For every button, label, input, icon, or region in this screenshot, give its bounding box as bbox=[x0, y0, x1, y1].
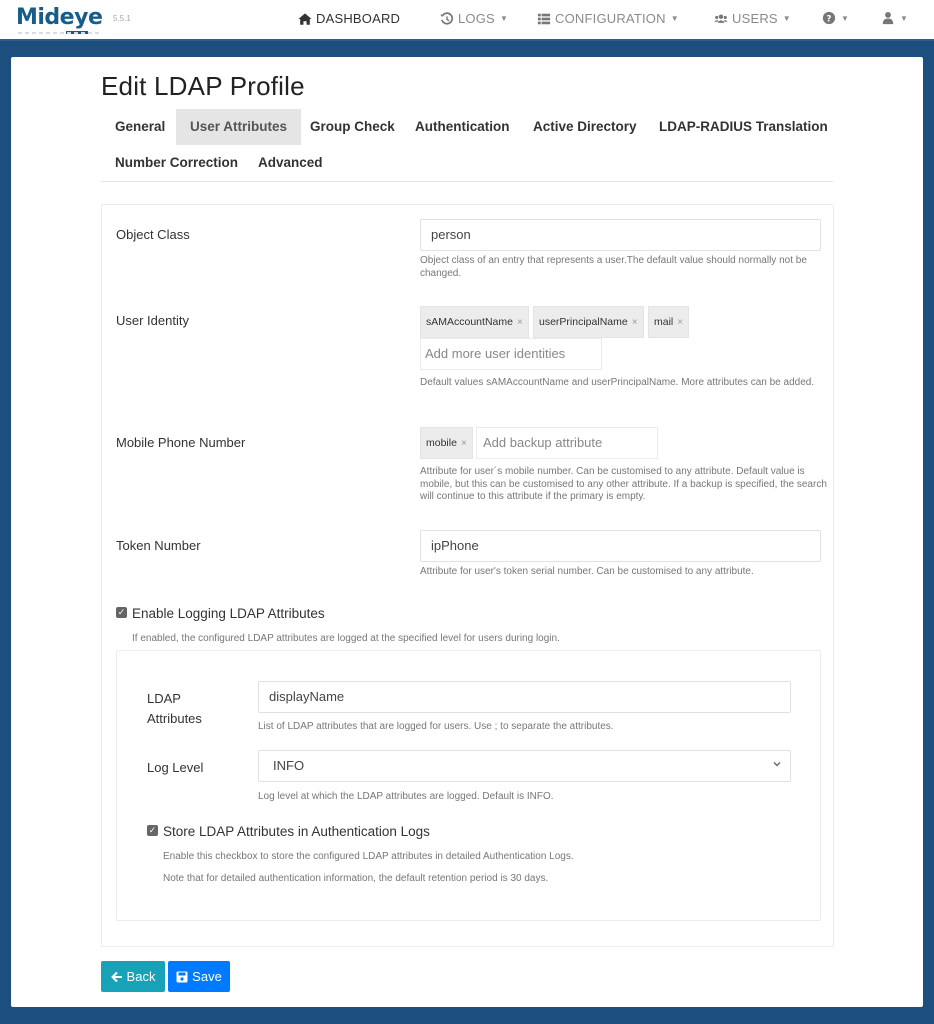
token-number-input[interactable]: ipPhone bbox=[420, 530, 821, 562]
brand-name: Mideye bbox=[16, 5, 103, 30]
user-identity-tag bbox=[648, 306, 689, 338]
tab-general[interactable]: General bbox=[115, 119, 166, 134]
enable-logging-label: Enable Logging LDAP Attributes bbox=[132, 606, 325, 621]
help-icon bbox=[822, 11, 836, 25]
svg-text:?: ? bbox=[826, 14, 832, 25]
back-button[interactable] bbox=[101, 961, 165, 992]
page-title: Edit LDAP Profile bbox=[101, 71, 305, 101]
tab-authentication[interactable]: Authentication bbox=[415, 119, 510, 134]
top-navbar bbox=[0, 0, 934, 41]
chevron-down-icon: ▼ bbox=[670, 14, 679, 23]
tag-label: mail bbox=[654, 316, 674, 328]
object-class-label: Object Class bbox=[116, 227, 190, 242]
nav-users[interactable] bbox=[714, 11, 791, 26]
user-identity-input[interactable]: Add more user identities bbox=[420, 338, 602, 370]
tag-label: sAMAccountName bbox=[426, 316, 513, 328]
nav-account[interactable] bbox=[881, 11, 908, 25]
chevron-down-icon: ▼ bbox=[782, 14, 791, 23]
list-icon bbox=[537, 12, 551, 26]
token-number-help: Attribute for user's token serial number. Can be customised to any attribute. bbox=[420, 566, 754, 577]
user-identity-help: Default values sAMAccountName and userPrincipalName. More attributes can be added. bbox=[420, 377, 815, 388]
log-level-value: INFO bbox=[273, 758, 305, 773]
enable-logging-help: If enabled, the configured LDAP attributes are logged at the specified level for users during login. bbox=[132, 633, 560, 644]
nav-logs-label: LOGS bbox=[458, 11, 495, 26]
remove-tag-icon[interactable]: × bbox=[677, 317, 684, 328]
store-ldap-attributes-help-1: Enable this checkbox to store the configured LDAP attributes in detailed Authentication Logs. bbox=[163, 851, 574, 862]
ldap-attributes-help: List of LDAP attributes that are logged for users. Use ; to separate the attributes. bbox=[258, 721, 614, 732]
mobile-phone-tag bbox=[420, 427, 473, 459]
logo-tagline bbox=[18, 32, 102, 34]
save-icon bbox=[176, 971, 188, 983]
arrow-left-icon bbox=[111, 971, 123, 983]
remove-tag-icon[interactable]: × bbox=[460, 438, 467, 449]
log-level-help: Log level at which the LDAP attributes are logged. Default is INFO. bbox=[258, 791, 554, 802]
user-identity-tag bbox=[420, 306, 529, 338]
tab-advanced[interactable]: Advanced bbox=[258, 155, 323, 170]
profile-tabs bbox=[101, 109, 833, 182]
tab-group-check[interactable]: Group Check bbox=[310, 119, 395, 134]
log-level-label: Log Level bbox=[147, 760, 204, 775]
brand-logo[interactable] bbox=[16, 4, 102, 36]
history-icon bbox=[440, 12, 454, 26]
back-button-label: Back bbox=[126, 969, 156, 984]
tag-label: mobile bbox=[426, 437, 457, 449]
store-ldap-attributes-help-2: Note that for detailed authentication information, the default retention period is 30 days. bbox=[163, 873, 549, 884]
chevron-down-icon: ▼ bbox=[900, 13, 909, 23]
user-attributes-form bbox=[101, 204, 834, 947]
user-icon bbox=[881, 11, 895, 25]
save-button-label: Save bbox=[192, 969, 222, 984]
chevron-down-icon bbox=[772, 759, 782, 769]
app-version: 5.5.1 bbox=[113, 14, 131, 23]
save-button[interactable] bbox=[168, 961, 230, 992]
token-number-label: Token Number bbox=[116, 538, 201, 553]
tab-active-directory[interactable]: Active Directory bbox=[533, 119, 637, 134]
chevron-down-icon: ▼ bbox=[499, 14, 509, 23]
main-card bbox=[11, 57, 923, 1007]
remove-tag-icon[interactable]: × bbox=[516, 317, 523, 328]
tab-user-attributes[interactable]: User Attributes bbox=[176, 109, 301, 145]
nav-dashboard[interactable] bbox=[298, 11, 400, 26]
store-ldap-attributes-checkbox[interactable]: ✓ bbox=[148, 825, 157, 835]
remove-tag-icon[interactable]: × bbox=[631, 317, 638, 328]
nav-help[interactable] bbox=[822, 11, 849, 25]
ldap-attributes-label-line2: Attributes bbox=[147, 711, 202, 726]
nav-logs[interactable] bbox=[440, 11, 508, 26]
user-identity-tag bbox=[533, 306, 644, 338]
ldap-attributes-input[interactable]: displayName bbox=[258, 681, 791, 713]
mobile-backup-input[interactable]: Add backup attribute bbox=[476, 427, 658, 459]
tab-ldap-radius-translation[interactable]: LDAP-RADIUS Translation bbox=[659, 119, 828, 134]
mobile-phone-label: Mobile Phone Number bbox=[116, 435, 246, 450]
enable-logging-checkbox[interactable]: ✓ bbox=[117, 607, 126, 617]
users-icon bbox=[714, 12, 728, 26]
nav-dashboard-label: DASHBOARD bbox=[316, 11, 401, 26]
home-icon bbox=[298, 12, 312, 26]
log-level-select[interactable] bbox=[258, 750, 791, 782]
nav-configuration[interactable] bbox=[537, 11, 679, 26]
object-class-help: Object class of an entry that represents a user.The default value should normally not be changed. bbox=[420, 255, 807, 279]
chevron-down-icon: ▼ bbox=[841, 13, 850, 23]
logging-settings-panel bbox=[116, 650, 821, 921]
store-ldap-attributes-label: Store LDAP Attributes in Authentication Logs bbox=[163, 824, 430, 839]
ldap-attributes-label-line1: LDAP bbox=[147, 691, 181, 706]
nav-users-label: USERS bbox=[732, 11, 778, 26]
tag-label: userPrincipalName bbox=[539, 316, 628, 328]
mobile-phone-help: Attribute for user´s mobile number. Can be customised to any attribute. Default value is mobile, but this can be customised to any other attribute. If a backup is specified, the search will continue to this attribute if the primary is empty. bbox=[420, 466, 827, 502]
tab-number-correction[interactable]: Number Correction bbox=[115, 155, 239, 170]
nav-configuration-label: CONFIGURATION bbox=[555, 11, 666, 26]
object-class-input[interactable]: person bbox=[420, 219, 821, 251]
ldap-attributes-label bbox=[147, 689, 202, 729]
user-identity-label: User Identity bbox=[116, 313, 189, 328]
